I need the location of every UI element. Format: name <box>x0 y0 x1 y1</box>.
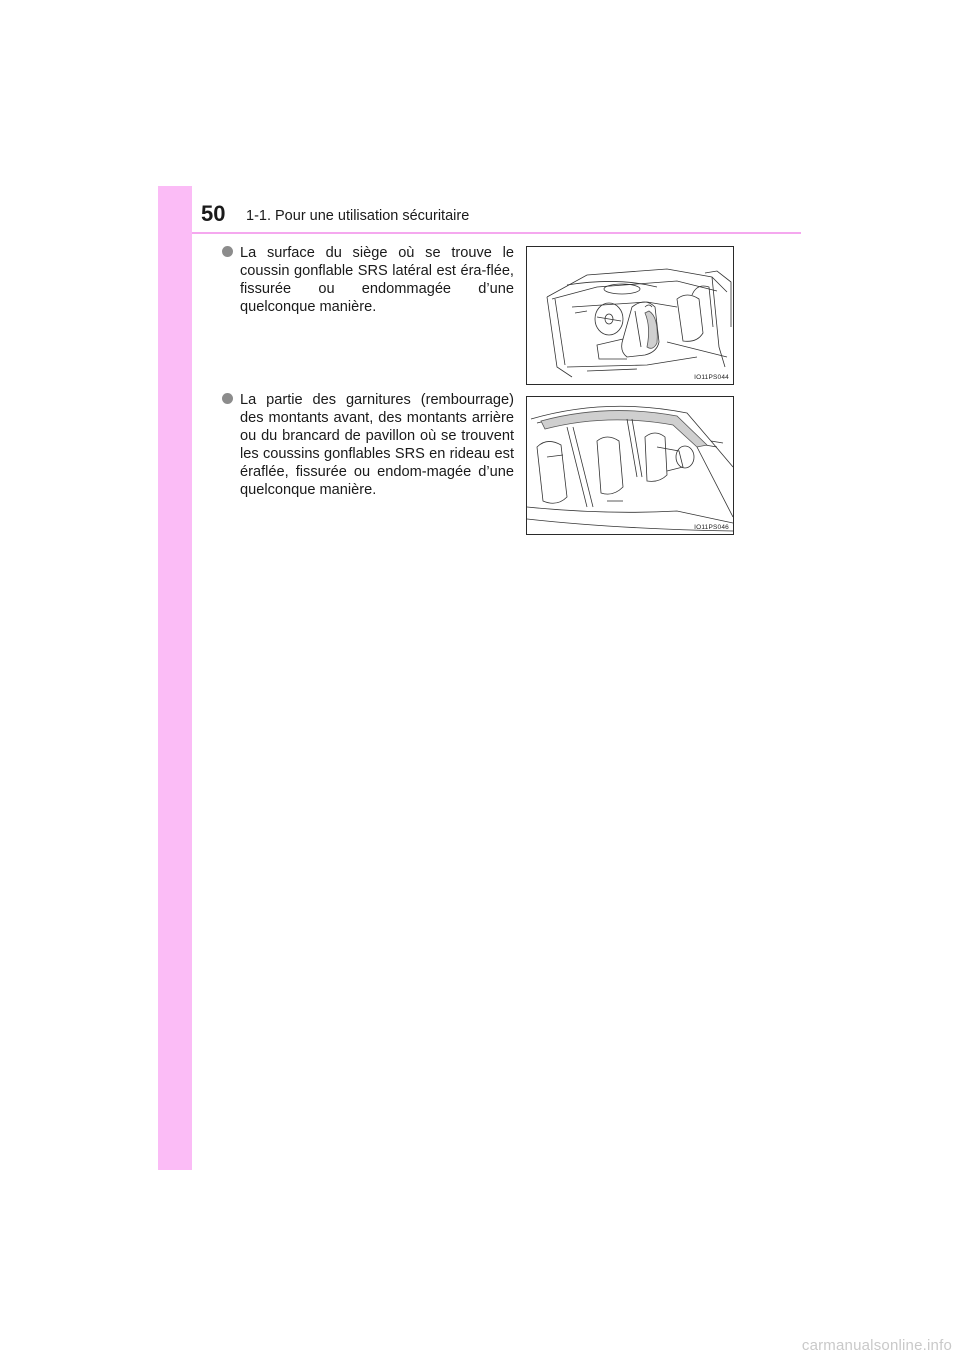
list-item <box>222 244 514 316</box>
item-text: La surface du siège où se trouve le coussin gonflable SRS latéral est éra-flée, fissurée ou endommagée d’une quelconque manière. <box>240 245 514 315</box>
figure-curtain-airbag <box>526 396 734 535</box>
figure-code: IO11PS046 <box>694 524 729 531</box>
figure-seat-airbag <box>526 246 734 385</box>
list-item <box>222 391 514 499</box>
item-text: La partie des garnitures (rembourrage) des montants avant, des montants arrière ou du brancard de pavillon où se trouvent les coussins gonflables SRS en rideau est éraflée, fissurée ou endom-magée d’une quelconque manière. <box>240 392 514 498</box>
page-number: 50 <box>201 201 226 226</box>
chapter-side-tab <box>158 186 192 1170</box>
bullet-dot-icon <box>222 393 233 404</box>
section-title: 1-1. Pour une utilisation sécuritaire <box>246 208 470 224</box>
header-rule <box>192 232 801 234</box>
bullet-dot-icon <box>222 246 233 257</box>
figure-code: IO11PS044 <box>694 374 729 381</box>
curtain-airbag-illustration <box>527 397 733 534</box>
seat-interior-illustration <box>527 247 733 384</box>
watermark: carmanualsonline.info <box>801 1337 952 1354</box>
